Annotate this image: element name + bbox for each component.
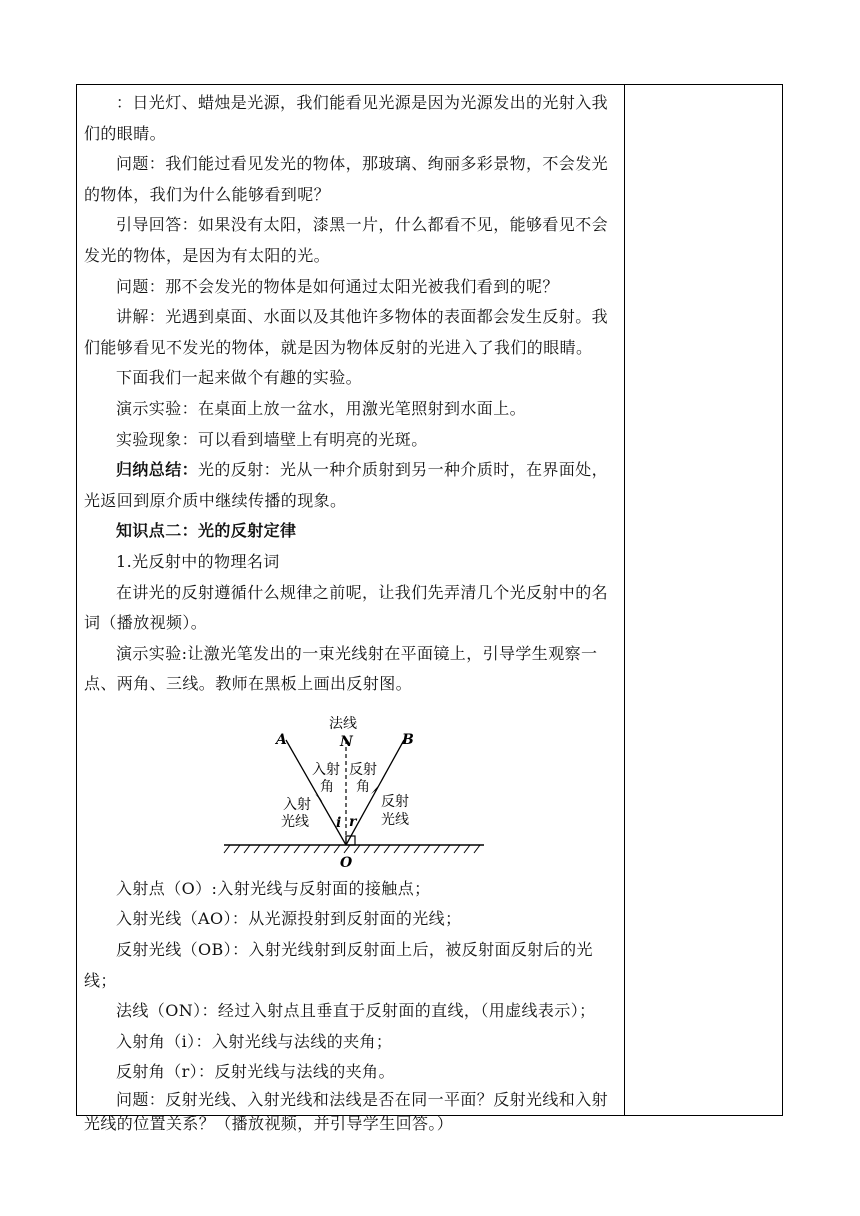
summary-paragraph — [84, 455, 616, 516]
paragraph: 实验现象：可以看到墙壁上有明亮的光斑。 — [116, 429, 428, 449]
final-paragraph: 问题：反射光线、入射光线和法线是否在同一平面？反射光线和入射光线的位置关系？（播放视频，并引导学生回答。） — [84, 1090, 609, 1134]
section-heading: 知识点二：光的反射定律 — [116, 521, 297, 541]
angle-i-label: i — [336, 814, 342, 831]
summary-text: 光的反射：光从一种介质射到另一种介质时，在界面处，光返回到原介质中继续传播的现象。 — [84, 460, 609, 510]
paragraph: 讲解：光遇到桌面、水面以及其他许多物体的表面都会发生反射。我们能够看见不发光的物体，就是因为物体反射的光进入了我们的眼睛。 — [84, 307, 609, 357]
incident-angle-label: 入射 — [312, 761, 340, 778]
reflect-ray-label: 反射 — [381, 793, 409, 810]
paragraph: 在讲光的反射遵循什么规律之前呢，让我们先弄清几个光反射中的名词（播放视频）。 — [84, 582, 609, 633]
incident-ray-label: 入射 — [283, 796, 311, 813]
point-n-label: N — [340, 733, 353, 750]
paragraph: 入射点（O）:入射光线与反射面的接触点； — [116, 878, 431, 898]
point-o-label: O — [340, 854, 353, 868]
summary-label: 归纳总结： — [116, 460, 199, 480]
incident-angle-label-2: 角 — [320, 778, 334, 795]
incident-ray-arrow — [315, 794, 323, 802]
table-column-divider — [624, 84, 625, 1116]
incident-ray-label-2: 光线 — [281, 813, 309, 830]
paragraph: 反射角（r）：反射光线与法线的夹角。 — [116, 1062, 395, 1082]
angle-r-label: r — [349, 813, 357, 830]
point-a-label: A — [276, 731, 287, 748]
paragraph: 问题：那不会发光的物体是如何通过太阳光被我们看到的呢？ — [116, 276, 559, 296]
paragraph: 法线（ON）：经过入射点且垂直于反射面的直线，（用虚线表示）； — [116, 1001, 596, 1021]
paragraph: 入射角（i）：入射光线与法线的夹角； — [116, 1031, 393, 1051]
paragraph: 反射光线（OB）：入射光线射到反射面上后，被反射面反射后的光线； — [84, 940, 593, 990]
reflect-angle-label-2: 角 — [356, 778, 370, 795]
reflect-angle-label: 反射 — [349, 761, 377, 778]
reflection-diagram-svg — [84, 702, 616, 868]
normal-label: 法线 — [329, 715, 357, 732]
paragraph: ：日光灯、蜡烛是光源，我们能看见光源是因为光源发出的光射入我们的眼睛。 — [84, 93, 609, 143]
reflect-ray-label-2: 光线 — [381, 811, 409, 828]
paragraph: 1.光反射中的物理名词 — [116, 551, 280, 571]
paragraph: 入射光线（AO）：从光源投射到反射面的光线； — [116, 909, 462, 929]
point-b-label: B — [402, 731, 414, 748]
paragraph: 引导回答：如果没有太阳，漆黑一片，什么都看不见，能够看见不会发光的物体，是因为有太阳的光。 — [84, 215, 609, 265]
paragraph: 问题：我们能过看见发光的物体，那玻璃、绚丽多彩景物，不会发光的物体，我们为什么能够看到呢？ — [84, 154, 609, 204]
reflection-diagram — [84, 702, 616, 868]
lesson-content — [84, 88, 616, 1136]
mirror-hatching — [224, 845, 480, 853]
paragraph: 演示实验：在桌面上放一盆水，用激光笔照射到水面上。 — [116, 398, 527, 418]
paragraph: 下面我们一起来做个有趣的实验。 — [116, 368, 363, 388]
paragraph: 演示实验:让激光笔发出的一束光线射在平面镜上，引导学生观察一点、两角、三线。教师在黑板上画出反射图。 — [84, 643, 598, 694]
